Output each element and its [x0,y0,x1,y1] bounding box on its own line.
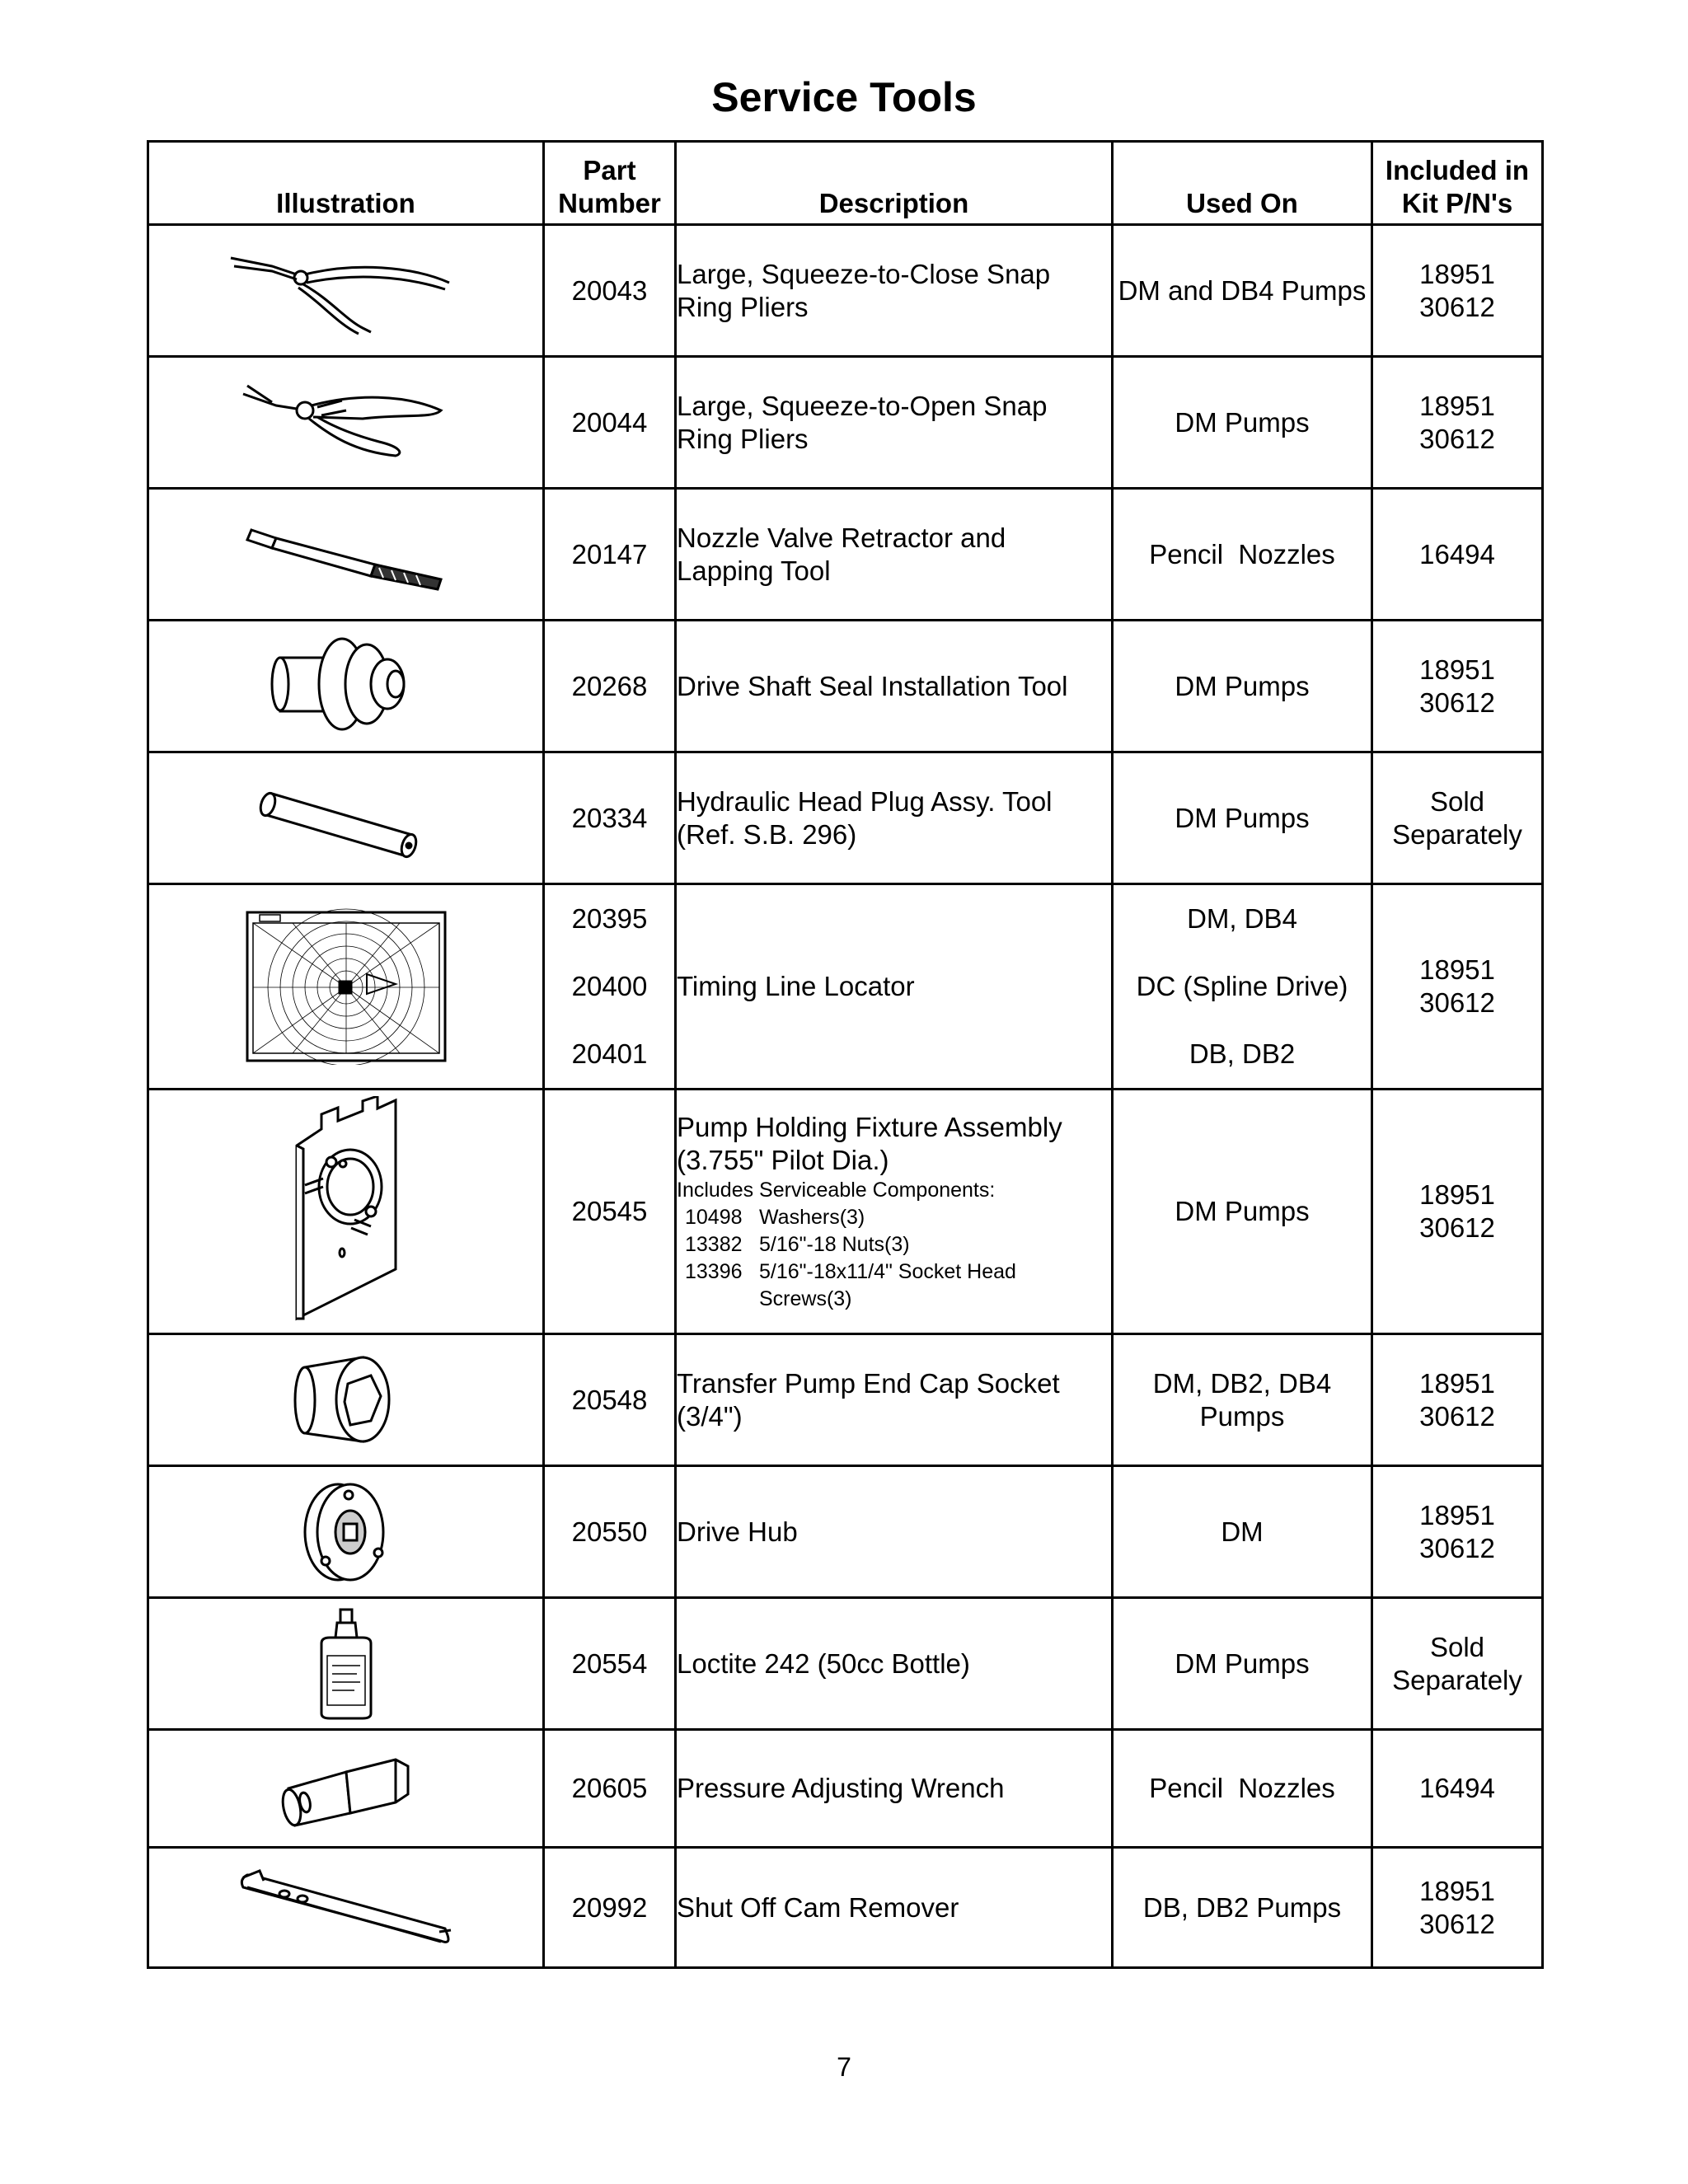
description: Shut Off Cam Remover [676,1848,1113,1968]
description: Drive Shaft Seal Installation Tool [676,621,1113,752]
description: Ring Pliers [677,423,809,454]
description: Large, Squeeze-to-Close Snap [677,258,1051,289]
description: Pump Holding Fixture Assembly [677,1111,1062,1142]
part-number: 20400 [571,971,648,1001]
description: (Ref. S.B. 296) [677,818,857,850]
part-number: 20334 [544,752,676,884]
description: Pressure Adjusting Wrench [676,1730,1113,1848]
used-on: DB, DB2 Pumps [1113,1848,1372,1968]
loctite-bottle-icon [309,1606,383,1722]
adjusting-wrench-icon [272,1743,420,1834]
table-row [148,884,1543,1090]
part-number: 20605 [544,1730,676,1848]
snap-ring-pliers-close-icon [223,241,470,340]
header-description: Description [676,142,1113,225]
table-row [148,752,1543,884]
kit-pn: Separately [1392,818,1522,850]
page-number: 7 [837,2052,851,2082]
snap-ring-pliers-open-icon [239,377,453,468]
holding-fixture-icon [272,1096,420,1327]
kit-pn: 16494 [1372,489,1543,621]
part-number: 20545 [544,1090,676,1334]
kit-pn: 18951 [1419,1875,1495,1906]
component-item: 13382 5/16"-18 Nuts(3) [685,1232,910,1256]
description: (3.755" Pilot Dia.) [677,1144,889,1175]
description: Large, Squeeze-to-Open Snap [677,390,1048,421]
used-on: DM Pumps [1113,621,1372,752]
kit-pn: 18951 [1419,1499,1495,1530]
cam-remover-icon [235,1863,457,1953]
used-on: DM Pumps [1113,357,1372,489]
used-on: DM, DB4 [1187,903,1297,934]
part-number: 20043 [544,225,676,357]
table-row [148,1334,1543,1466]
drive-hub-icon [293,1479,400,1586]
kit-pn: 18951 [1419,1367,1495,1399]
kit-pn: 30612 [1419,687,1495,718]
kit-pn: 30612 [1419,1532,1495,1563]
component-item: 13396 5/16"-18x11/4" Socket Head Screws(3) [685,1259,1016,1310]
kit-pn: 18951 [1419,258,1495,289]
used-on: DM Pumps [1113,752,1372,884]
kit-pn: Separately [1392,1664,1522,1695]
part-number: 20401 [571,1038,648,1069]
kit-pn: 30612 [1419,1908,1495,1939]
table-row [148,1848,1543,1968]
part-number: 20147 [544,489,676,621]
table-row [148,1598,1543,1730]
table-row [148,1466,1543,1598]
table-header-row [148,142,1543,225]
description: Ring Pliers [677,291,809,322]
header-used-on: Used On [1113,142,1372,225]
header-kit-pns: Included in Kit P/N's [1372,142,1543,225]
seal-installation-tool-icon [264,633,429,740]
kit-pn: 30612 [1419,423,1495,454]
description: (3/4") [677,1400,743,1432]
used-on: DM, DB2, DB4 [1152,1367,1332,1399]
used-on: DM Pumps [1113,1598,1372,1730]
description: Transfer Pump End Cap Socket [677,1367,1060,1399]
part-number: 20268 [544,621,676,752]
part-number: 20395 [571,903,648,934]
table-row [148,225,1543,357]
header-illustration: Illustration [148,142,544,225]
kit-pn: 18951 [1419,390,1495,421]
used-on: Pumps [1199,1400,1285,1432]
description: Hydraulic Head Plug Assy. Tool [677,785,1053,817]
table-row [148,1090,1543,1334]
kit-pn: Sold [1429,1631,1485,1662]
part-number: 20548 [544,1334,676,1466]
plug-assy-tool-icon [256,773,437,864]
description: Lapping Tool [677,555,831,586]
kit-pn: 18951 [1419,1179,1495,1210]
kit-pn: Sold [1429,785,1485,817]
components-heading: Includes Serviceable Components: [677,1178,996,1202]
used-on: Pencil Nozzles [1113,489,1372,621]
end-cap-socket-icon [288,1351,404,1450]
kit-pn: 30612 [1419,1400,1495,1432]
used-on: DM Pumps [1113,1090,1372,1334]
table-row [148,357,1543,489]
description: Timing Line Locator [676,884,1113,1090]
page-title: Service Tools [711,74,977,120]
used-on: DM and DB4 Pumps [1113,225,1372,357]
kit-pn: 18951 [1419,654,1495,685]
used-on: DB, DB2 [1189,1038,1296,1069]
service-tools-table [147,140,1544,1969]
used-on: Pencil Nozzles [1113,1730,1372,1848]
used-on: DC (Spline Drive) [1136,971,1348,1001]
table-row [148,1730,1543,1848]
description: Drive Hub [676,1466,1113,1598]
description: Loctite 242 (50cc Bottle) [676,1598,1113,1730]
kit-pn: 18951 [1419,954,1495,985]
kit-pn: 30612 [1419,987,1495,1018]
component-item: 10498 Washers(3) [685,1205,865,1229]
part-number: 20550 [544,1466,676,1598]
used-on: DM [1113,1466,1372,1598]
part-number: 20044 [544,357,676,489]
description: Nozzle Valve Retractor and [677,522,1006,553]
table-row [148,489,1543,621]
part-number: 20992 [544,1848,676,1968]
retractor-tool-icon [243,513,449,596]
kit-pn: 16494 [1372,1730,1543,1848]
part-number: 20554 [544,1598,676,1730]
kit-pn: 30612 [1419,291,1495,322]
timing-line-locator-icon [243,908,449,1065]
header-part-number: Part Number [544,142,676,225]
kit-pn: 30612 [1419,1212,1495,1243]
table-row [148,621,1543,752]
